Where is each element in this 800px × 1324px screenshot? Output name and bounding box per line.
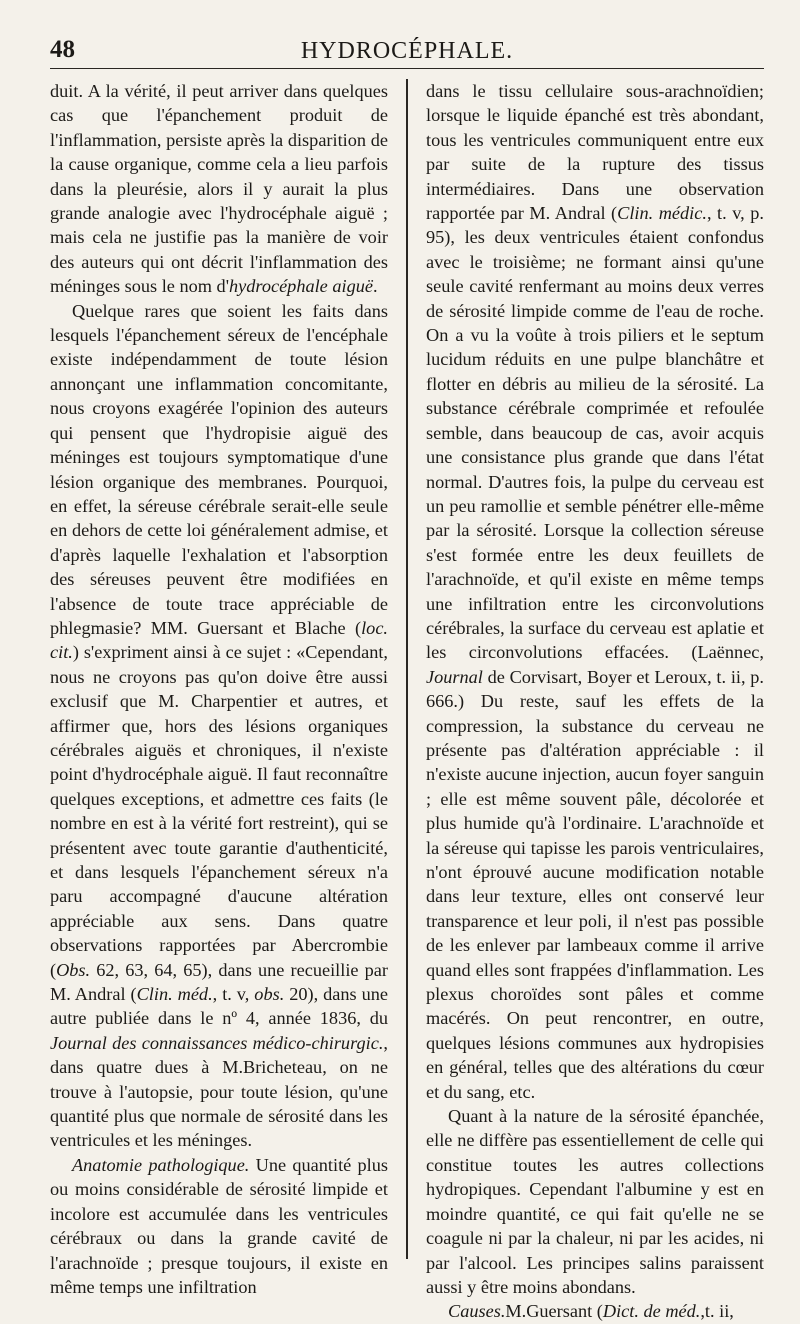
text-run: ,t. ii, [700,1301,734,1322]
text-run: 20), dans une autre publiée dans le nº 4, année 1836, du [50,984,388,1029]
text-run: Quelque rares que soient les faits dans lesquels l'épanchement séreux de l'encéphale existe indépendamment de toute lésion annonçant une inflammation concomitante, nous croyons exagérée l'opinion des auteurs qui pensent que l'hydropisie aiguë des méninges est toujours symptomatique d'une lésion organique des membranes. Pourquoi, en effet, la séreuse cérébrale serait-elle seule en dehors de cette loi généralement admise, et d'après laquelle l'exhalation et l'absorption des séreuses peuvent être modifiées en l'absence de toute trace appréciable de phlegmasie? MM. Guersant et Blache ( [50,300,388,638]
paragraph [50,1153,388,1299]
italic-citation: Journal [426,666,483,687]
column-divider [406,79,408,1259]
text-run: de Corvisart, Boyer et Leroux, t. ii, p. 666.) Du reste, sauf les effets de la compression, la substance du cerveau ne présente pas d'altération appréciable : il n'existe aucune injection, aucun foyer sanguin ; elle est même souvent pâle, décolorée et plus humide qu'à l'ordinaire. L'arachnoïde et la séreuse qui tapisse les parois ventriculaires, n'ont éprouvé aucune modification notable dans leur texture, elles ont conservé leur transparence et leur poli, il n'est pas possible de les enlever par lambeaux comme il arrive quand elles sont frappées d'inflammation. Les plexus choroïdes sont pâles et comme macérés. On peut rencontrer, en outre, quelques lésions communes aux hydropisies en général, telles que des altérations du cœur et du sang, etc. [426,666,764,1102]
text-run: , dans quatre dues à M.Bricheteau, on ne trouve à l'autopsie, pour toute lésion, qu'une quantité plus que normale de sérosité dans les ventricules et les méninges. [50,1032,388,1151]
text-run: M.Guersant ( [505,1301,603,1322]
italic-citation: Journal des connaissances médico-chirurgic. [50,1032,384,1053]
italic-term: hydrocéphale aiguë [228,276,373,297]
text-run: Quant à la nature de la sérosité épanchée, elle ne diffère pas essentiellement de celle qui constitue toutes les autres collections hydropiques. Cependant l'albumine y est en moindre quantité, ce qui fait qu'elle ne se coagule ni par la chaleur, ni par les acides, ni par l'alcool. Les principes salins paraissent aussi y être moins abondans. [426,1106,764,1297]
page-number: 48 [50,36,75,63]
paragraph [50,79,388,299]
paragraph [426,79,764,1104]
italic-citation: Obs. [56,959,91,980]
paragraph [426,1104,764,1299]
italic-citation: Dict. de méd. [602,1301,701,1322]
text-run: 62, 63, 64, 65), dans une recueillie par M. Andral ( [50,959,388,1005]
right-column [426,79,764,1324]
italic-citation: loc. cit. [50,617,388,663]
italic-citation: Clin. méd. [136,984,213,1005]
section-heading: Causes. [448,1301,506,1322]
text-run: , t. v, p. 95), les deux ventricules étaient confondus avec le troisième; ne formant ainsi qu'une seule cavité renfermant au moins deux verres de sérosité limpide comme de l'eau de roche. On a vu la voûte à trois piliers et le septum lucidum réduits en une pulpe blanchâtre et flotter en débris au milieu de la sérosité. La substance cérébrale comprimée et refoulée semble, dans beaucoup de cas, avoir acquis une consistance plus grande que dans l'état normal. D'autres fois, la pulpe du cerveau est un peu ramollie et semble pénétrer elle-même par la sérosité. Lorsque la collection séreuse s'est formée entre les deux feuillets de l'arachnoïde, et qu'il existe en même temps une infiltration entre les circonvolutions cérébrales, la surface du cerveau est aplatie et les circonvolutions effacées. (Laënnec, [426,203,764,663]
text-run: ) s'expriment ainsi à ce sujet : «Cependant, nous ne croyons pas qu'on doive être aussi exclusif que M. Charpentier et autres, et affirmer que, hors des lésions organiques cérébrales aiguës et chroniques, il n'existe point d'hydrocéphale aiguë. Il faut reconnaître quelques exceptions, et admettre ces faits (le nombre en est à la vérité fort restreint), qui se présentent avec toute garantie d'authenticité, et dans lesquels l'épanchement séreux n'a paru accompagné d'aucune altération appréciable aux sens. Dans quatre observations rapportées par Abercrombie ( [50,642,388,980]
running-title: HYDROCÉPHALE. [300,38,514,64]
italic-citation: Clin. médic. [617,203,707,224]
text-run: Une quantité plus ou moins considérable de sérosité limpide et incolore est accumulée dans les ventricules cérébraux ou dans la grande cavité de l'arachnoïde ; presque toujours, il existe en même temps une infiltration [50,1154,389,1297]
text-run: duit. A la vérité, il peut arriver dans quelques cas que l'épanchement produit de l'inflammation, persiste après la disparition de la cause organique, comme cela a lieu parfois dans la pleurésie, alors il y aurait la plus grande analogie avec l'hydrocéphale aiguë ; mais cela ne justifie pas la manière de voir des auteurs qui ont décrit l'inflammation des méninges sous le nom d' [50,81,388,297]
italic-citation: obs. [254,984,285,1005]
left-column [50,79,388,1324]
paragraph [50,299,388,1153]
section-heading: Anatomie pathologique. [72,1154,250,1175]
page-header [50,28,764,69]
text-run: . [373,276,378,297]
text-run: , t. v, [212,984,255,1005]
paragraph [426,1299,764,1323]
text-run: dans le tissu cellulaire sous-arachnoïdien; lorsque le liquide épanché est très abondant, tous les ventricules communiquent entre eux par suite de la rupture des tissus intermédiaires. Dans une observation rapportée par M. Andral ( [426,81,764,224]
text-columns [50,79,764,1324]
